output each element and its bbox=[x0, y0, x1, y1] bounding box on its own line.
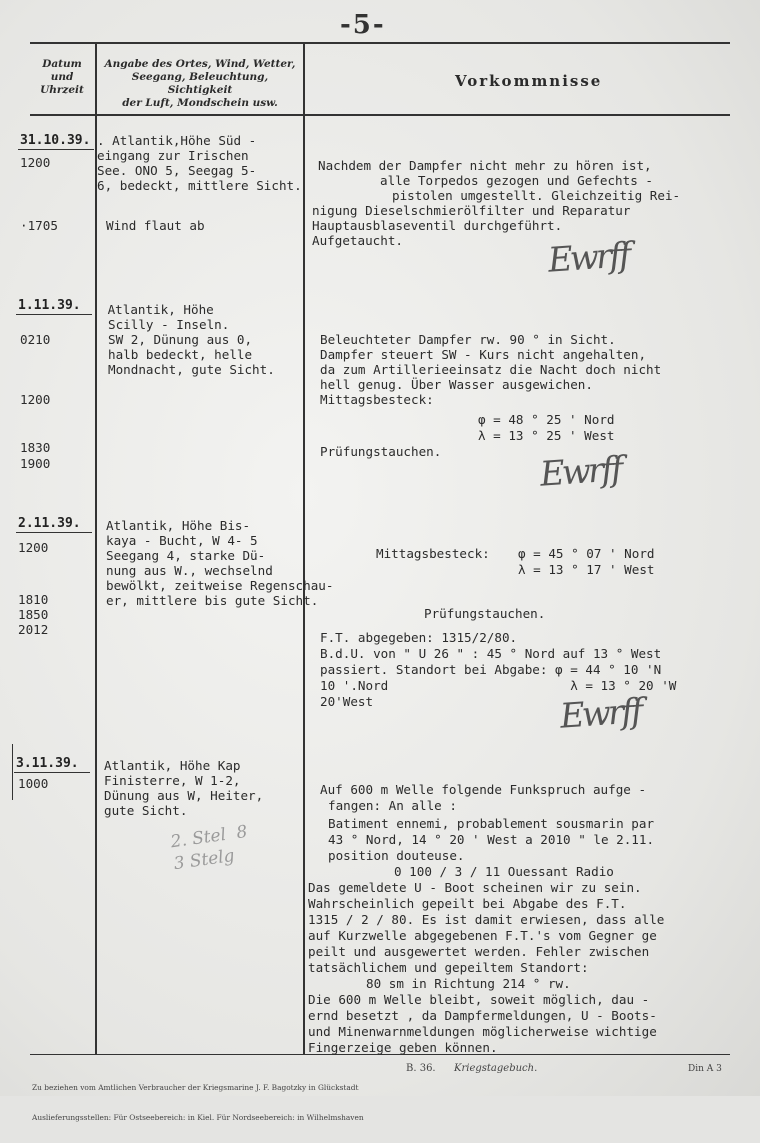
entry-date: 2.11.39. bbox=[18, 516, 81, 531]
footer-title: Kriegstagebuch. bbox=[454, 1063, 538, 1074]
pencil-annotation: 2. Stel 8 3 Stelg bbox=[169, 821, 249, 875]
event-line: Hauptausblaseventil durchgeführt. bbox=[312, 218, 563, 233]
column-divider-2 bbox=[303, 44, 305, 1054]
place-line: Dünung aus W, Heiter, bbox=[104, 788, 264, 803]
event-line: ernd besetzt , da Dampfermeldungen, U - Boots- bbox=[308, 1008, 657, 1023]
event-line: und Minenwarnmeldungen möglicherweise wichtige bbox=[308, 1024, 657, 1039]
event-line: Das gemeldete U - Boot scheinen wir zu sein. bbox=[308, 880, 642, 895]
footer-line: Auslieferungsstellen: Für Ostseebereich: in Kiel. Für Nordseebereich: in Wilhelmshaven bbox=[32, 1113, 364, 1122]
header-place-line3: der Luft, Mondschein usw. bbox=[122, 97, 278, 109]
event-line: alle Torpedos gezogen und Gefechts - bbox=[380, 173, 653, 188]
position-line: λ = 13 ° 17 ' West bbox=[518, 562, 655, 577]
event-line: fangen: An alle : bbox=[328, 798, 457, 813]
header-place-line2: Seegang, Beleuchtung, Sichtigkeit bbox=[131, 71, 269, 96]
footer-publisher bbox=[32, 1063, 364, 1143]
position-line: λ = 13 ° 25 ' West bbox=[478, 428, 615, 443]
place-line: Seegang 4, starke Dü- bbox=[106, 548, 266, 563]
event-line: Nachdem der Dampfer nicht mehr zu hören ist, bbox=[318, 158, 652, 173]
event-line: Die 600 m Welle bleibt, soweit möglich, dau - bbox=[308, 992, 650, 1007]
date-underline bbox=[18, 149, 94, 150]
place-line: Finisterre, W 1-2, bbox=[104, 773, 241, 788]
position-line: φ = 48 ° 25 ' Nord bbox=[478, 412, 615, 427]
header-events-column: Vorkommnisse bbox=[455, 72, 603, 90]
place-line: Mondnacht, gute Sicht. bbox=[108, 362, 275, 377]
place-line: eingang zur Irischen bbox=[97, 148, 249, 163]
header-bottom-rule bbox=[30, 114, 730, 116]
header-place-line1: Angabe des Ortes, Wind, Wetter, bbox=[104, 58, 296, 70]
signature-mark: Ewrff bbox=[538, 449, 622, 495]
event-line: 1315 / 2 / 80. Es ist damit erwiesen, dass alle bbox=[308, 912, 665, 927]
signature-mark: Ewrff bbox=[558, 691, 642, 737]
place-line: bewölkt, zeitweise Regenschau- bbox=[106, 578, 334, 593]
place-line: halb bedeckt, helle bbox=[108, 347, 253, 362]
header-place-column bbox=[99, 58, 301, 110]
entry-time: 0210 bbox=[20, 332, 51, 347]
event-line: passiert. Standort bei Abgabe: φ = 44 ° 10 'N bbox=[320, 662, 662, 677]
event-line: 10 '.Nord λ = 13 ° 20 'W bbox=[320, 678, 677, 693]
footer-form-number: B. 36. bbox=[406, 1063, 436, 1074]
place-line: gute Sicht. bbox=[104, 803, 188, 818]
place-line: Scilly - Inseln. bbox=[108, 317, 230, 332]
header-date-column bbox=[32, 58, 92, 97]
place-line: . Atlantik,Höhe Süd - bbox=[97, 133, 257, 148]
event-line: position douteuse. bbox=[328, 848, 465, 863]
event-line: Aufgetaucht. bbox=[312, 233, 403, 248]
event-line: Auf 600 m Welle folgende Funkspruch aufge - bbox=[320, 782, 647, 797]
entry-date: 3.11.39. bbox=[16, 756, 79, 771]
entry-date: 1.11.39. bbox=[18, 298, 81, 313]
place-line: kaya - Bucht, W 4- 5 bbox=[106, 533, 258, 548]
event-line: 80 sm in Richtung 214 ° rw. bbox=[366, 976, 571, 991]
entry-time: 2012 bbox=[18, 622, 49, 637]
event-line: Dampfer steuert SW - Kurs nicht angehalten, bbox=[320, 347, 647, 362]
entry-time: 1810 bbox=[18, 592, 49, 607]
footer-format: Din A 3 bbox=[688, 1064, 722, 1074]
event-line: Prüfungstauchen. bbox=[320, 444, 442, 459]
event-line: 20'West bbox=[320, 694, 374, 709]
date-underline bbox=[14, 772, 90, 773]
event-line: 0 100 / 3 / 11 Ouessant Radio bbox=[394, 864, 614, 879]
place-line: nung aus W., wechselnd bbox=[106, 563, 273, 578]
signature-mark: Ewrff bbox=[546, 235, 630, 281]
top-rule bbox=[30, 42, 730, 44]
event-line: Wahrscheinlich gepeilt bei Abgabe des F.T. bbox=[308, 896, 627, 911]
event-line: pistolen umgestellt. Gleichzeitig Rei- bbox=[392, 188, 681, 203]
event-line: hell genug. Über Wasser ausgewichen. bbox=[320, 377, 593, 392]
event-line: nigung Dieselschmierölfilter und Reparatur bbox=[312, 203, 631, 218]
place-line: er, mittlere bis gute Sicht. bbox=[106, 593, 319, 608]
entry-time: 1830 bbox=[20, 440, 51, 455]
page-number: -5- bbox=[340, 10, 386, 40]
place-line: 6, bedeckt, mittlere Sicht. bbox=[97, 178, 302, 193]
place-line: See. ONO 5, Seegag 5- bbox=[97, 163, 257, 178]
place-line: Atlantik, Höhe bbox=[100, 302, 214, 317]
entry-time: 1850 bbox=[18, 607, 49, 622]
event-line: Mittagsbesteck: bbox=[320, 392, 434, 407]
event-line: Prüfungstauchen. bbox=[424, 606, 546, 621]
event-line: 43 ° Nord, 14 ° 20 ' West a 2010 " le 2.11. bbox=[328, 832, 655, 847]
event-line: Fingerzeige geben können. bbox=[308, 1040, 498, 1055]
footer-line: Zu beziehen vom Amtlichen Verbraucher der Kriegsmarine J. F. Bagotzky in Glückstadt bbox=[32, 1083, 359, 1092]
header-date-line1: Datum bbox=[42, 58, 82, 70]
entry-time: 1200 bbox=[18, 540, 49, 555]
position-line: φ = 45 ° 07 ' Nord bbox=[518, 546, 655, 561]
place-line: Atlantik, Höhe Bis- bbox=[106, 518, 251, 533]
event-line: peilt und ausgewertet werden. Fehler zwischen bbox=[308, 944, 650, 959]
entry-time: 1000 bbox=[18, 776, 49, 791]
place-line: SW 2, Dünung aus 0, bbox=[108, 332, 253, 347]
date-underline bbox=[16, 314, 92, 315]
entry-time: 1200 bbox=[20, 155, 51, 170]
event-line: Mittagsbesteck: bbox=[376, 546, 490, 561]
date-bracket bbox=[12, 744, 13, 800]
event-line: B.d.U. von " U 26 " : 45 ° Nord auf 13 ° West bbox=[320, 646, 662, 661]
entry-time: ·1705 bbox=[20, 218, 58, 233]
header-date-line3: Uhrzeit bbox=[40, 84, 84, 96]
event-line: da zum Artillerieeinsatz die Nacht doch nicht bbox=[320, 362, 662, 377]
place-line: Atlantik, Höhe Kap bbox=[104, 758, 241, 773]
date-underline bbox=[16, 532, 92, 533]
place-line: Wind flaut ab bbox=[106, 218, 205, 233]
header-date-line2: und bbox=[50, 71, 74, 83]
entry-time: 1900 bbox=[20, 456, 51, 471]
event-line: F.T. abgegeben: 1315/2/80. bbox=[320, 630, 518, 645]
entry-time: 1200 bbox=[20, 392, 51, 407]
event-line: Beleuchteter Dampfer rw. 90 ° in Sicht. bbox=[320, 332, 616, 347]
column-divider-1 bbox=[95, 44, 97, 1054]
entry-date: 31.10.39. bbox=[20, 133, 91, 148]
event-line: tatsächlichem und gepeiltem Standort: bbox=[308, 960, 589, 975]
event-line: auf Kurzwelle abgegebenen F.T.'s vom Gegner ge bbox=[308, 928, 657, 943]
event-line: Batiment ennemi, probablement sousmarin par bbox=[328, 816, 655, 831]
